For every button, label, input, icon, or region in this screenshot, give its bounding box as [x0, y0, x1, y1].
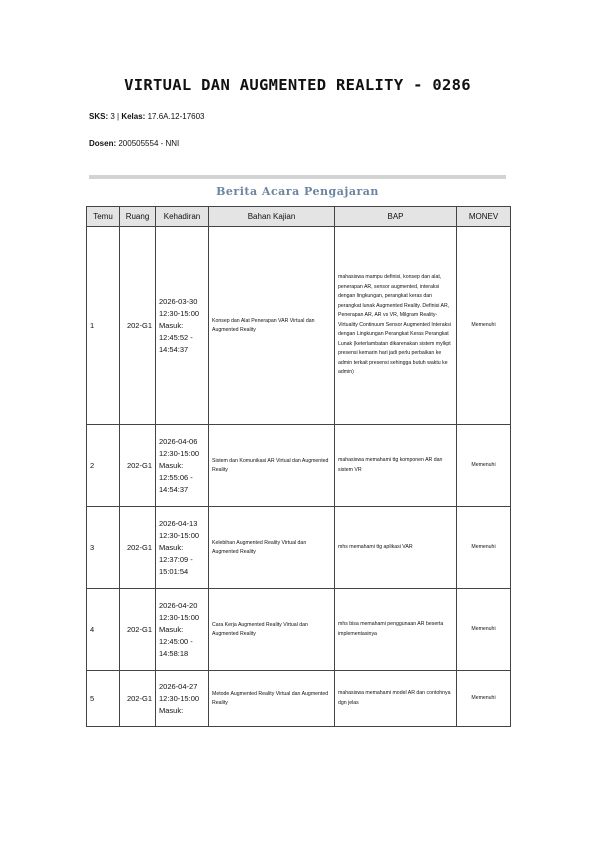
cell-kehadiran: 2026-04-06 12:30-15:00 Masuk: 12:55:06 - 14:54:37	[156, 425, 209, 507]
header-bahan-kajian: Bahan Kajian	[209, 207, 335, 227]
cell-monev: Memenuhi	[457, 671, 511, 727]
cell-temu: 4	[87, 589, 120, 671]
header-monev: MONEV	[457, 207, 511, 227]
cell-temu: 3	[87, 507, 120, 589]
cell-bahan-kajian: Kelebihan Augmented Reality Virtual dan Augmented Reality	[209, 507, 335, 589]
cell-bahan-kajian: Konsep dan Alat Penerapan VAR Virtual dan Augmented Reality	[209, 227, 335, 425]
header-bap: BAP	[335, 207, 457, 227]
cell-ruang: 202-G1	[120, 425, 156, 507]
table-row	[87, 671, 511, 727]
header-kehadiran: Kehadiran	[156, 207, 209, 227]
cell-monev: Memenuhi	[457, 227, 511, 425]
cell-ruang: 202-G1	[120, 671, 156, 727]
cell-monev: Memenuhi	[457, 425, 511, 507]
lecturer-meta	[89, 139, 179, 148]
cell-temu: 2	[87, 425, 120, 507]
sks-label: SKS:	[89, 112, 109, 121]
table-row	[87, 507, 511, 589]
table-header-row	[87, 207, 511, 227]
section-title: Berita Acara Pengajaran	[216, 185, 379, 198]
cell-kehadiran: 2026-03-30 12:30-15:00 Masuk: 12:45:52 - 14:54:37	[156, 227, 209, 425]
course-title: VIRTUAL DAN AUGMENTED REALITY - 0286	[124, 76, 471, 94]
dosen-value: 200505554 - NNI	[116, 139, 180, 148]
cell-bap: mhs memahami ttg aplikasi VAR	[335, 507, 457, 589]
cell-bap: mahasiswa memahami model AR dan contohnya dgn jelas	[335, 671, 457, 727]
sks-value: 3 |	[108, 112, 122, 121]
cell-ruang: 202-G1	[120, 227, 156, 425]
cell-monev: Memenuhi	[457, 507, 511, 589]
cell-ruang: 202-G1	[120, 507, 156, 589]
cell-temu: 5	[87, 671, 120, 727]
kelas-value: 17.6A.12-17603	[145, 112, 205, 121]
cell-monev: Memenuhi	[457, 589, 511, 671]
teaching-record-table	[86, 206, 511, 727]
cell-kehadiran: 2026-04-13 12:30-15:00 Masuk: 12:37:09 - 15:01:54	[156, 507, 209, 589]
course-meta	[89, 112, 205, 121]
divider	[89, 175, 506, 179]
cell-temu: 1	[87, 227, 120, 425]
dosen-label: Dosen:	[89, 139, 117, 148]
table-row	[87, 589, 511, 671]
cell-kehadiran: 2026-04-27 12:30-15:00 Masuk:	[156, 671, 209, 727]
header-ruang: Ruang	[120, 207, 156, 227]
cell-bap: mahasiswa memahami ttg komponen AR dan sistem VR	[335, 425, 457, 507]
cell-bahan-kajian: Cara Kerja Augmented Reality Virtual dan Augmented Reality	[209, 589, 335, 671]
table-row	[87, 425, 511, 507]
table-row	[87, 227, 511, 425]
kelas-label: Kelas:	[121, 112, 146, 121]
cell-ruang: 202-G1	[120, 589, 156, 671]
cell-bap: mhs bisa memahami penggunaan AR beserta implementasinya	[335, 589, 457, 671]
cell-bap: mahasiswa mampu definisi, konsep dan alat, penerapan AR, sensor augmented, interaksi dengan lingkungan, perangkat keras dan perangkat lunak Augmented Reality. Definisi AR, Penerapan AR, AR vs VR, Milgram Reality-Virtuality Continuum Sensor Augmented Interaksi dengan Lingkungan Perangkat Keras Perangkat Lunak (keterlambatan dikarenakan sistem mylkpt presensi kemarin hari jadi perlu perbaikan ke admin terkait presensi sehingga butuh waktu ke admin)	[335, 227, 457, 425]
cell-bahan-kajian: Sistem dan Komunikasi AR Virtual dan Augmented Reality	[209, 425, 335, 507]
header-temu: Temu	[87, 207, 120, 227]
cell-bahan-kajian: Metode Augmented Reality Virtual dan Augmented Reality	[209, 671, 335, 727]
cell-kehadiran: 2026-04-20 12:30-15:00 Masuk: 12:45:00 - 14:58:18	[156, 589, 209, 671]
